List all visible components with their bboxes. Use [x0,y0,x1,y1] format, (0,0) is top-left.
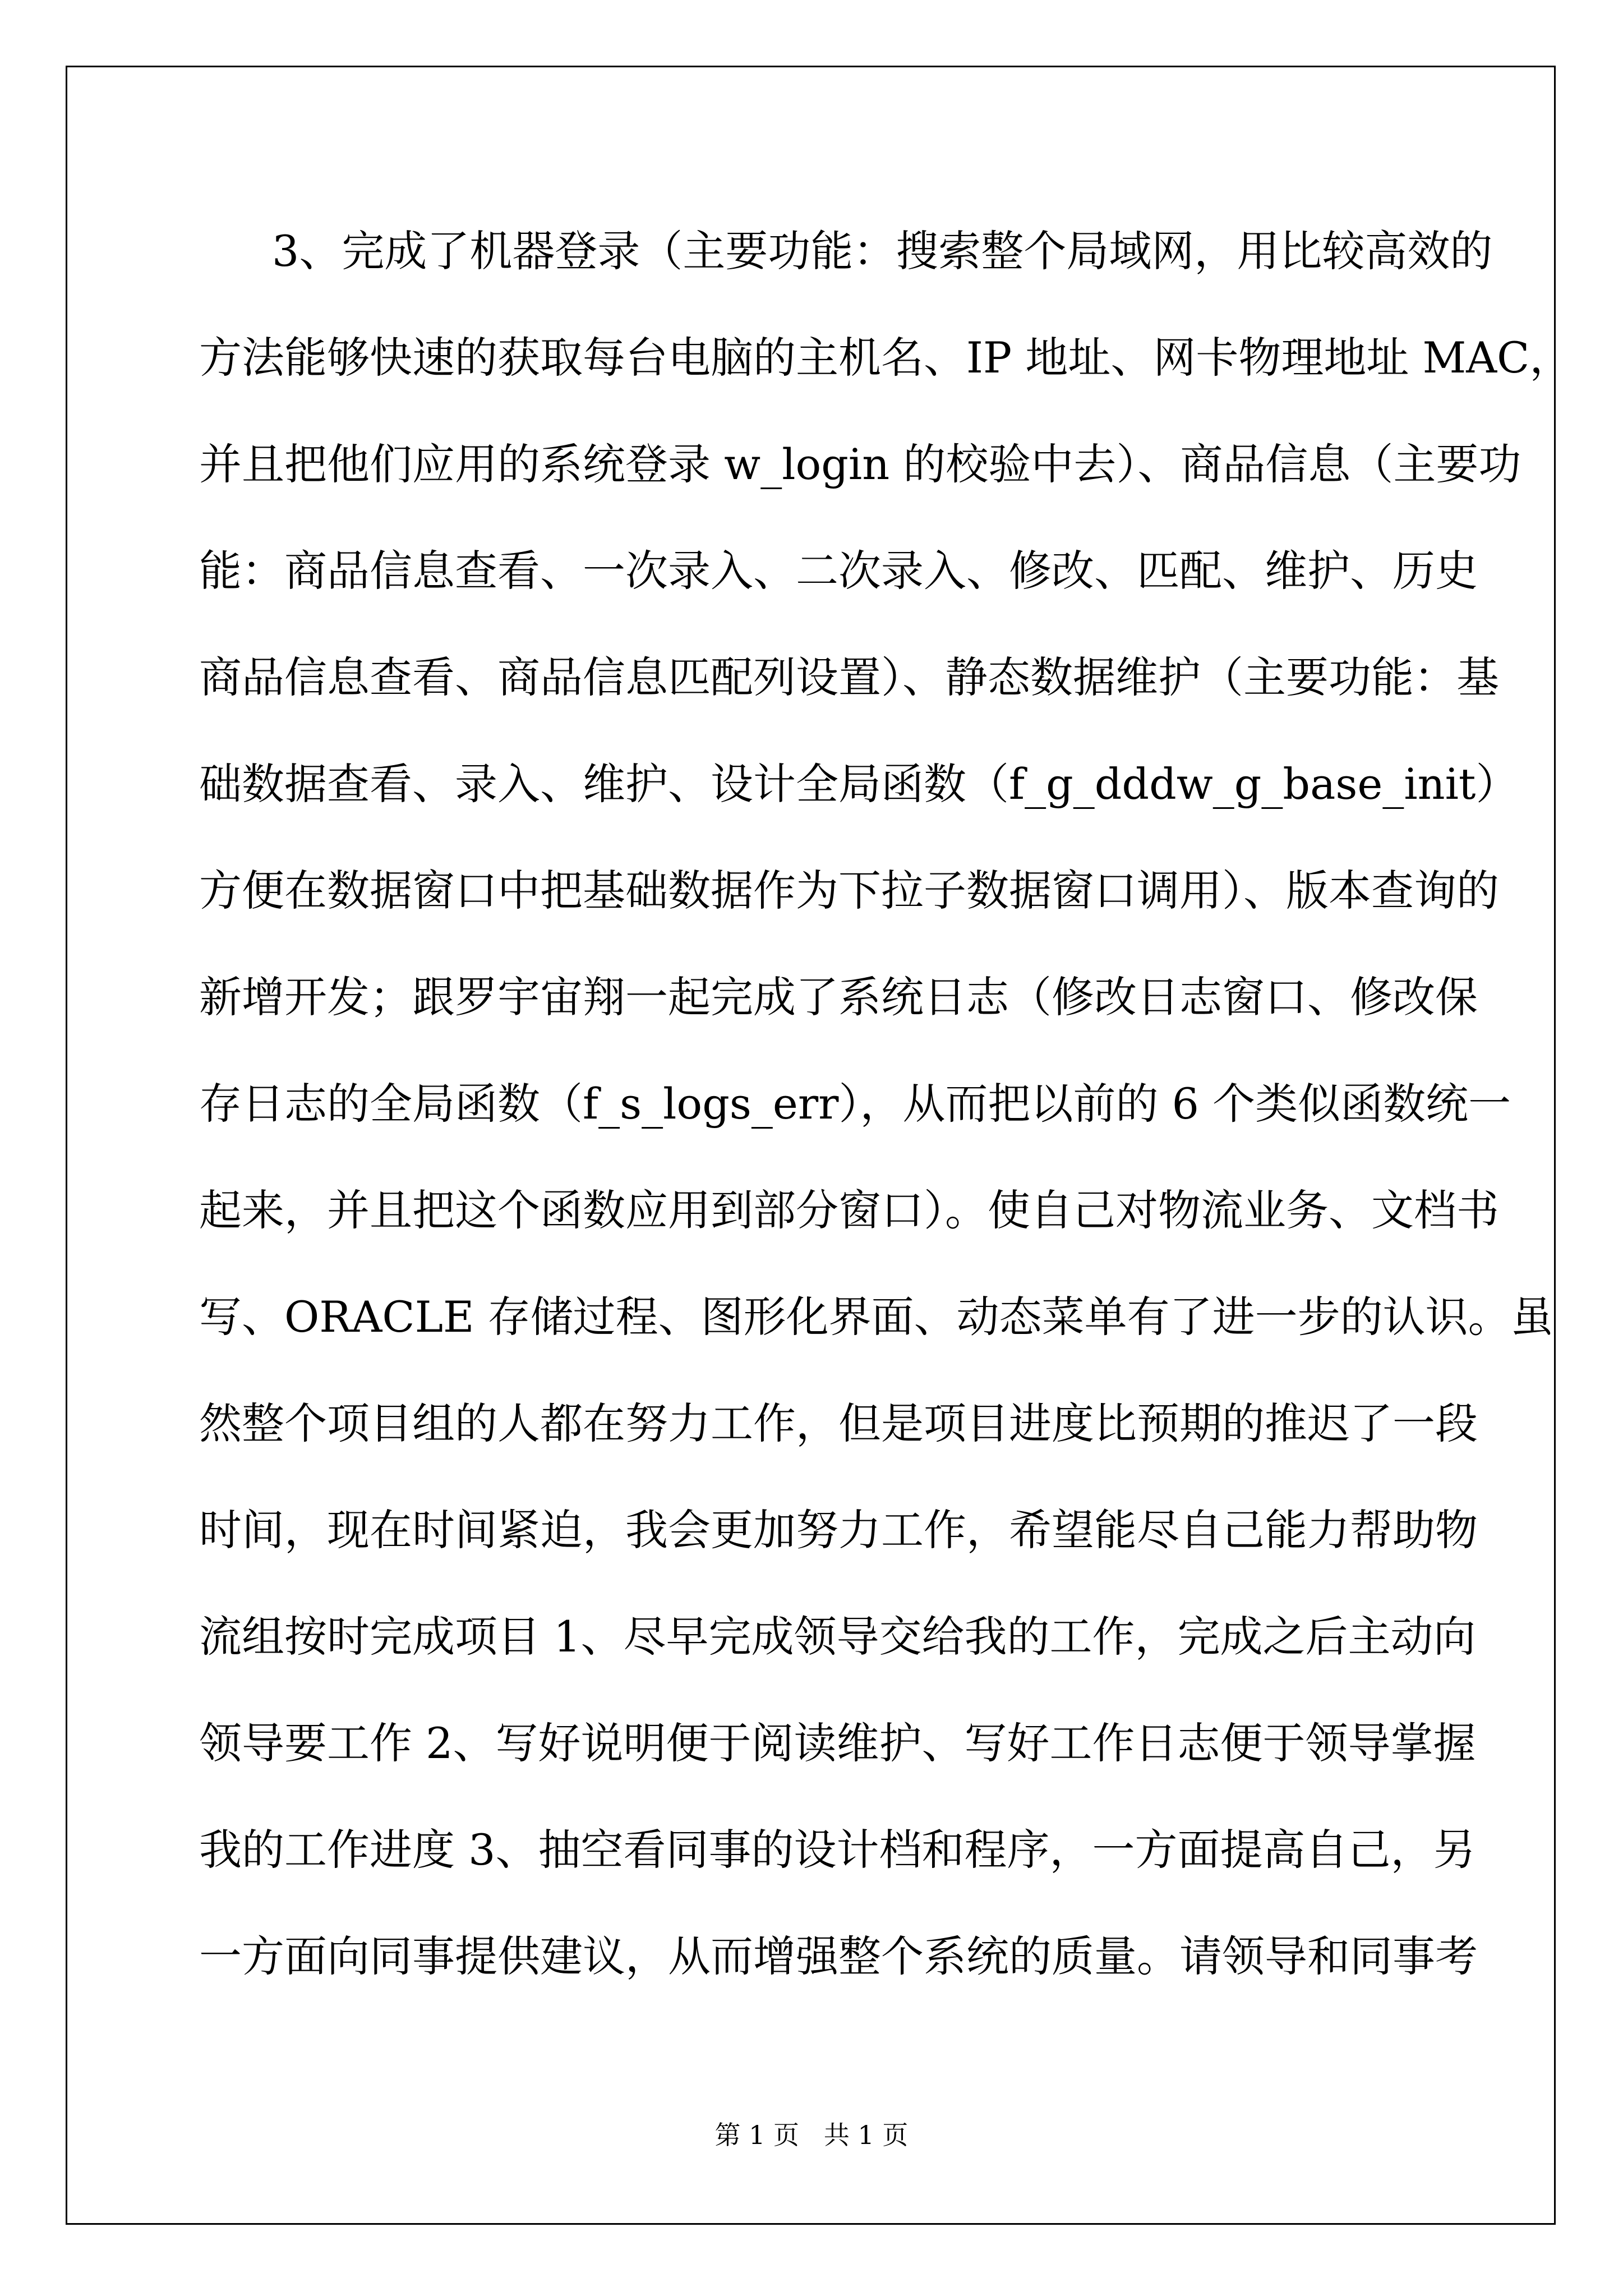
text-line: 新增开发；跟罗宇宙翔一起完成了系统日志（修改日志窗口、修改保 [199,972,1478,1022]
text-line: 时间，现在时间紧迫，我会更加努力工作，希望能尽自己能力帮助物 [199,1505,1478,1555]
text-line: 写、ORACLE 存储过程、图形化界面、动态菜单有了进一步的认识。虽 [199,1292,1553,1342]
text-line: 然整个项目组的人都在努力工作，但是项目进度比预期的推迟了一段 [199,1398,1478,1448]
text-line: 领导要工作 2、写好说明便于阅读维护、写好工作日志便于领导掌握 [199,1718,1476,1768]
text-line: 我的工作进度 3、抽空看同事的设计档和程序，一方面提高自己，另 [199,1825,1476,1875]
text-line: 商品信息查看、商品信息匹配列设置）、静态数据维护（主要功能：基 [199,652,1499,702]
text-line: 能：商品信息查看、一次录入、二次录入、修改、匹配、维护、历史 [199,546,1478,596]
text-line: 并且把他们应用的系统登录 w_login 的校验中去）、商品信息（主要功 [199,439,1521,489]
text-line: 础数据查看、录入、维护、设计全局函数（f_g_dddw_g_base_init） [199,759,1519,809]
body-text [199,209,1573,2021]
text-line: 流组按时完成项目 1、尽早完成领导交给我的工作，完成之后主动向 [199,1612,1476,1662]
text-line: 3、完成了机器登录（主要功能：搜索整个局域网，用比较高效的 [272,226,1493,276]
text-line: 方便在数据窗口中把基础数据作为下拉子数据窗口调用）、版本查询的 [199,866,1499,915]
text-line: 存日志的全局函数（f_s_logs_err），从而把以前的 6 个类似函数统一 [199,1079,1511,1129]
text-line: 一方面向同事提供建议，从而增强整个系统的质量。请领导和同事考 [199,1931,1478,1981]
text-line: 起来，并且把这个函数应用到部分窗口）。使自己对物流业务、文档书 [199,1185,1499,1235]
text-line: 方法能够快速的获取每台电脑的主机名、IP 地址、网卡物理地址 MAC， [199,333,1573,383]
page-footer: 第 1 页 共 1 页 [714,2120,909,2150]
